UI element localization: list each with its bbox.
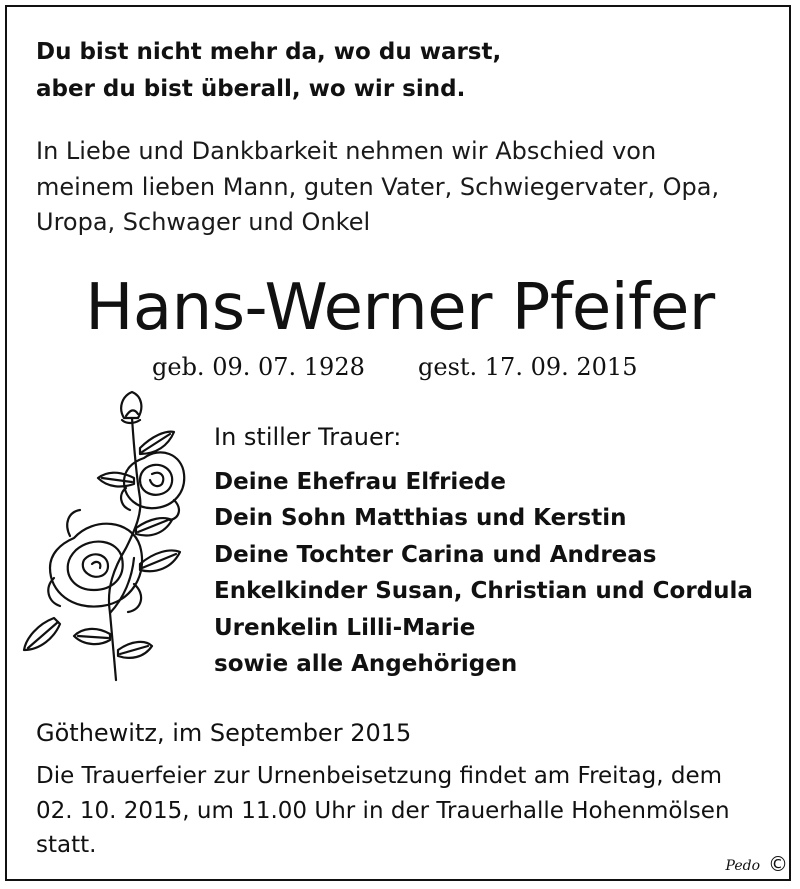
death-date: gest. 17. 09. 2015	[418, 353, 638, 381]
mourner-item: sowie alle Angehörigen	[214, 651, 518, 678]
funeral-line-1: Die Trauerfeier zur Urnenbeisetzung findet am Freitag, dem	[36, 763, 723, 789]
mourner-item: Urenkelin Lilli-Marie	[214, 614, 476, 641]
motto	[36, 34, 501, 108]
mourner-item: Deine Tochter Carina und Andreas	[214, 541, 657, 568]
mourner-item: Enkelkinder Susan, Christian und Cordula	[214, 578, 753, 605]
place-date: Göthewitz, im September 2015	[36, 719, 412, 747]
rose-icon	[14, 388, 204, 688]
intro-line-2: meinem lieben Mann, guten Vater, Schwiegervater, Opa,	[36, 172, 720, 201]
funeral-line-3: statt.	[36, 832, 97, 858]
funeral-info	[36, 759, 730, 863]
motto-line-2: aber du bist überall, wo wir sind.	[36, 76, 466, 102]
funeral-line-2: 02. 10. 2015, um 11.00 Uhr in der Trauerhalle Hohenmölsen	[36, 797, 730, 824]
mourning-label: In stiller Trauer:	[214, 423, 402, 451]
intro-text	[36, 134, 719, 241]
mourners-list	[214, 464, 753, 682]
deceased-name: Hans-Werner Pfeifer	[85, 271, 715, 345]
mourner-item: Dein Sohn Matthias und Kerstin	[214, 505, 627, 532]
birth-date: geb. 09. 07. 1928	[152, 353, 365, 381]
artist-signature: Pedo	[725, 858, 760, 874]
intro-line-1: In Liebe und Dankbarkeit nehmen wir Abschied von	[36, 137, 657, 165]
mourner-item: Deine Ehefrau Elfriede	[214, 469, 506, 495]
motto-line-1: Du bist nicht mehr da, wo du warst,	[36, 39, 502, 65]
intro-line-3: Uropa, Schwager und Onkel	[36, 208, 371, 236]
copyright-mark: ©	[768, 852, 788, 876]
